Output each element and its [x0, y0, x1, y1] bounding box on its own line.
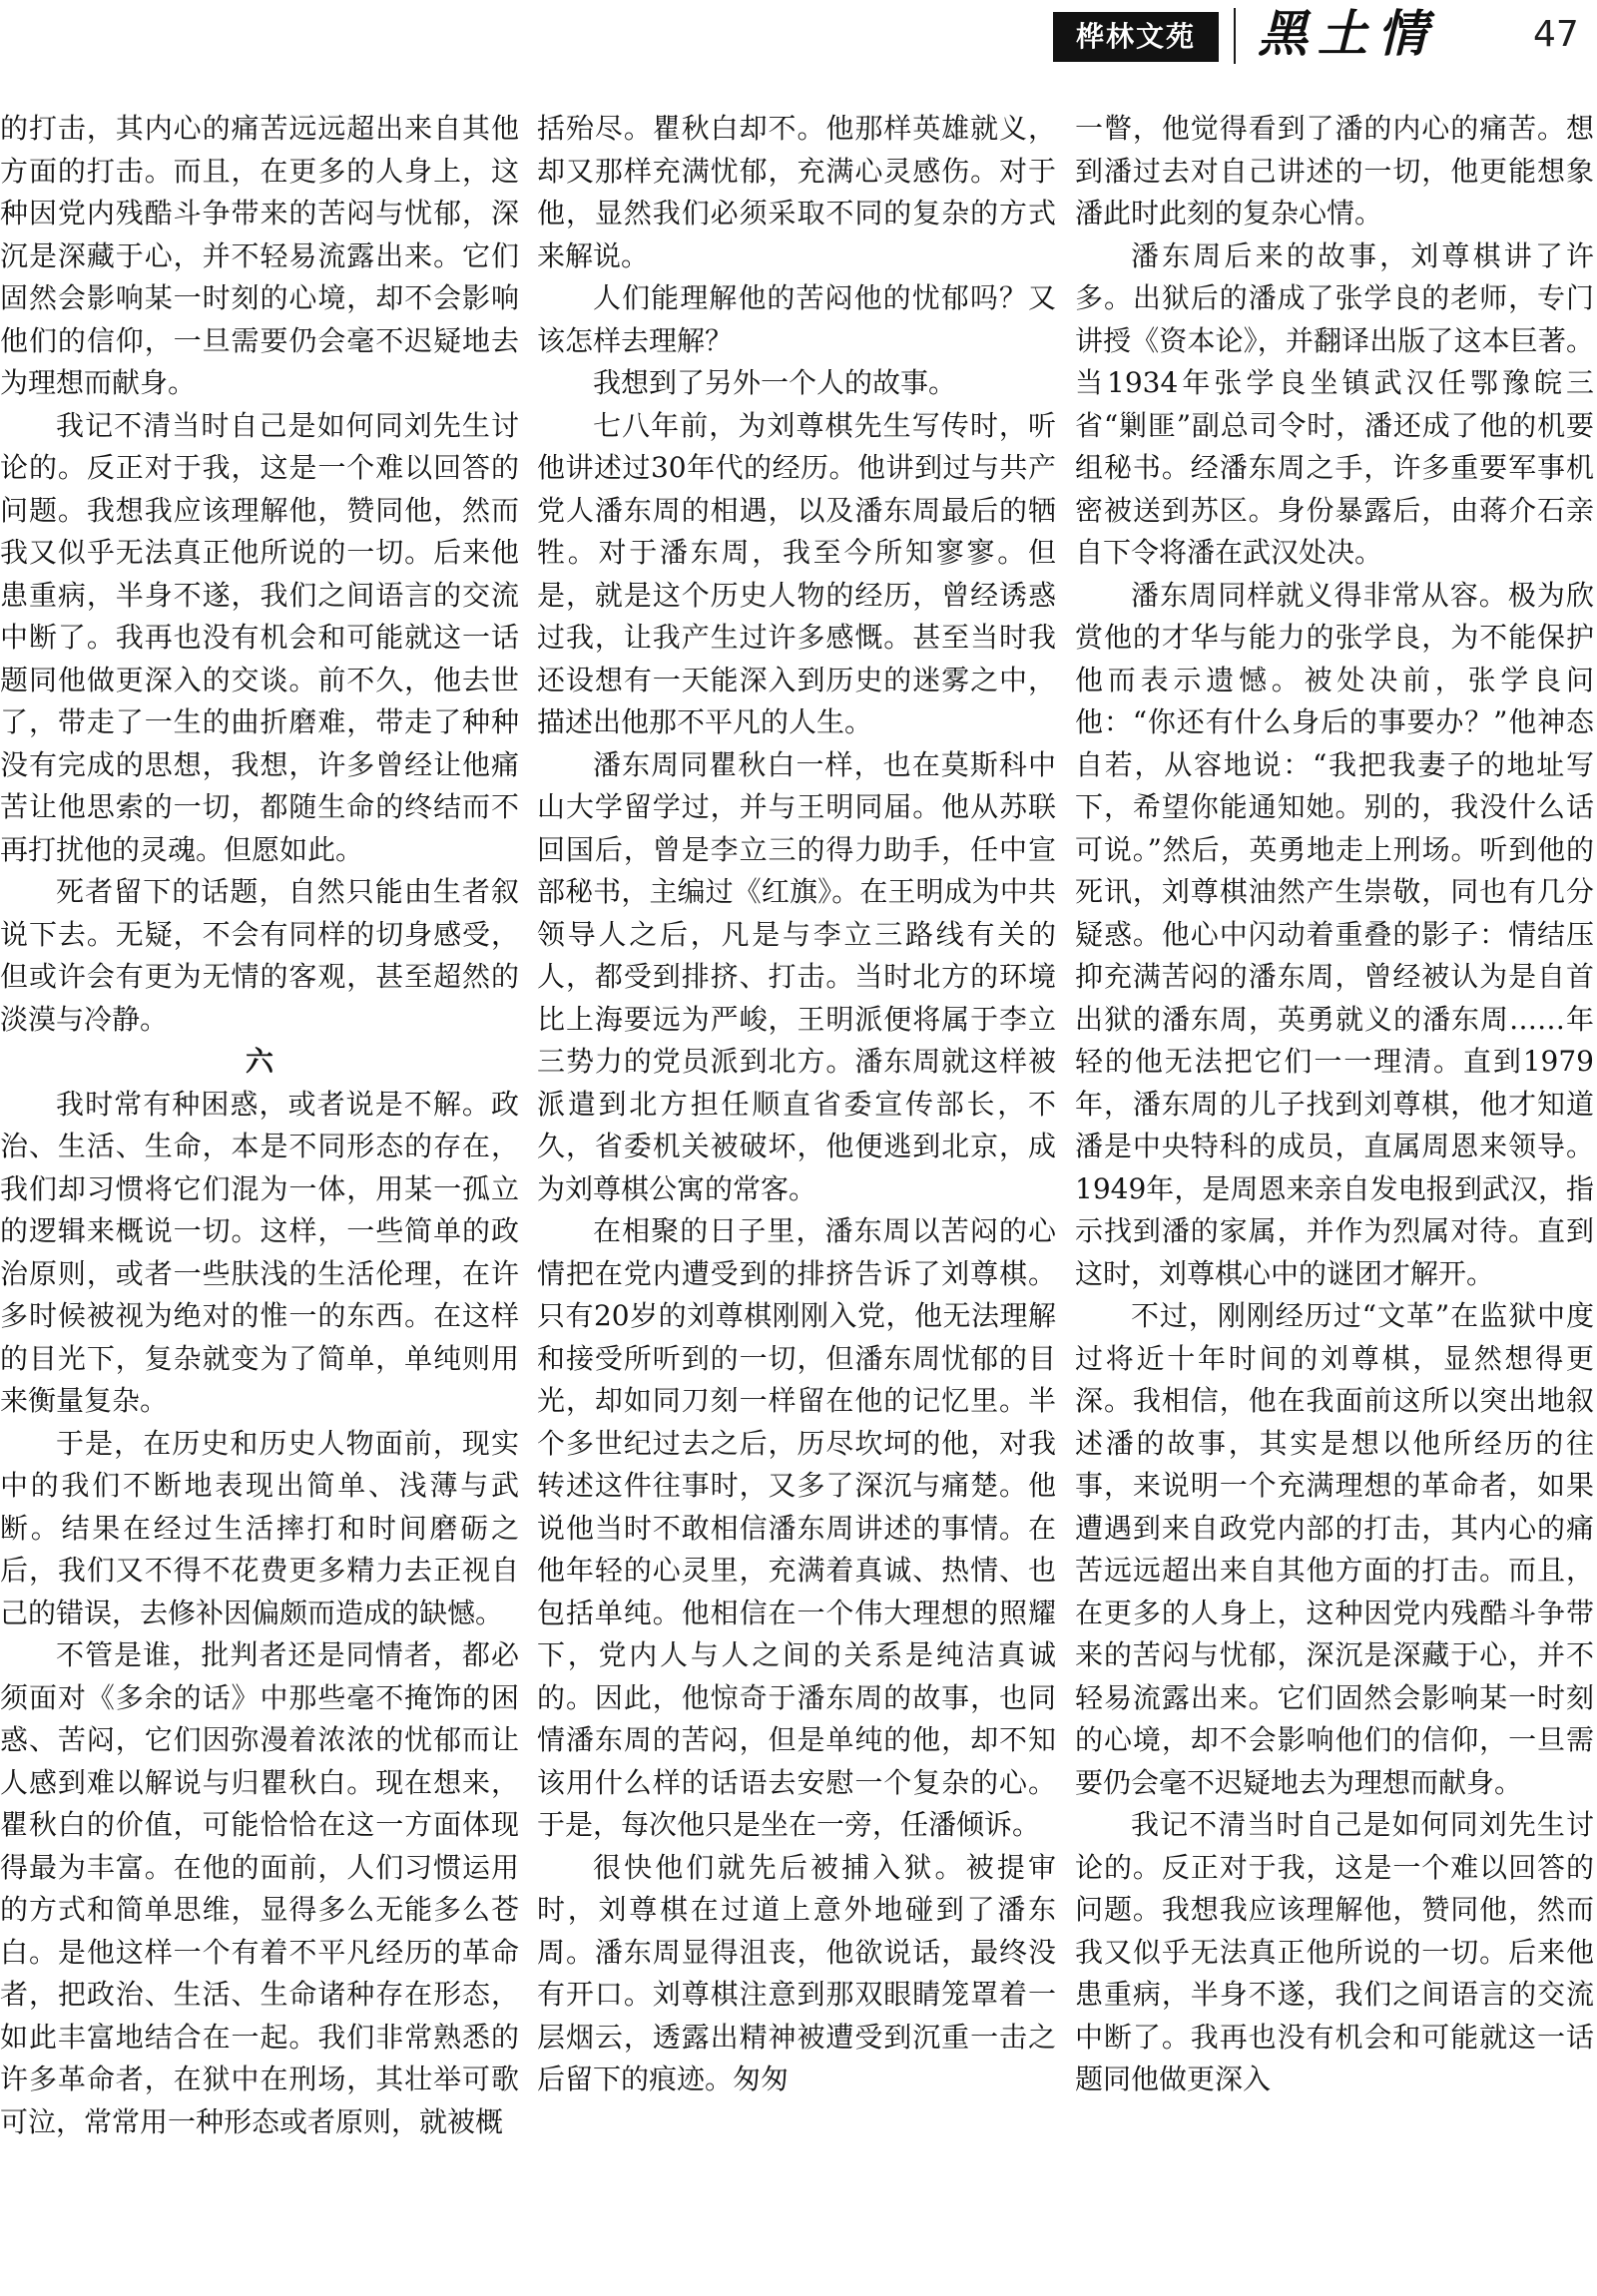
text-column-2: [537, 108, 1056, 2296]
paragraph: 潘东周同样就义得非常从容。极为欣赏他的才华与能力的张学良，为不能保护他而表示遗憾。被处决前，张学良问他：“你还有什么身后的事要办？”他神态自若，从容地说：“我把我妻子的地址写下，希望你能通知她。别的，我没什么话可说。”然后，英勇地走上刑场。听到他的死讯，刘尊棋油然产生崇敬，同也有几分疑惑。他心中闪动着重叠的影子：情结压抑充满苦闷的潘东周，曾经被认为是自首出狱的潘东周，英勇就义的潘东周……年轻的他无法把它们一一理清。直到1979年，潘东周的儿子找到刘尊棋，他才知道潘是中央特科的成员，直属周恩来领导。1949年，是周恩来亲自发电报到武汉，指示找到潘的家属，并作为烈属对待。直到这时，刘尊棋心中的谜团才解开。: [1075, 578, 1594, 1290]
paragraph: 我记不清当时自己是如何同刘先生讨论的。反正对于我，这是一个难以回答的问题。我想我应该理解他，赞同他，然而我又似乎无法真正他所说的一切。后来他患重病，半身不遂，我们之间语言的交流中断了。我再也没有机会和可能就这一话题同他做更深入的交谈。前不久，他去世了，带走了一生的曲折磨难，带走了种种没有完成的思想，我想，许多曾经让他痛苦让他思索的一切，都随生命的终结而不再打扰他的灵魂。但愿如此。: [0, 408, 519, 866]
paragraph: 死者留下的话题，自然只能由生者叙说下去。无疑，不会有同样的切身感受，但或许会有更为无情的客观，甚至超然的淡漠与冷静。: [0, 875, 519, 1036]
header-divider: [1234, 8, 1236, 64]
section-heading: 六: [245, 1045, 273, 1078]
paragraph: 一瞥，他觉得看到了潘的内心的痛苦。想到潘过去对自己讲述的一切，他更能想象潘此时此刻的复杂心情。: [1075, 112, 1594, 230]
paragraph: 人们能理解他的苦闷他的忧郁吗？又该怎样去理解？: [537, 281, 1056, 357]
paragraph: 很快他们就先后被捕入狱。被提审时，刘尊棋在过道上意外地碰到了潘东周。潘东周显得沮丧，他欲说话，最终没有开口。刘尊棋注意到那双眼睛笼罩着一层烟云，透露出精神被遭受到沉重一击之后留下的痕迹。匆匆: [537, 1850, 1056, 2095]
paragraph: 我记不清当时自己是如何同刘先生讨论的。反正对于我，这是一个难以回答的问题。我想我应该理解他，赞同他，然而我又似乎无法真正他所说的一切。后来他患重病，半身不遂，我们之间语言的交流中断了。我再也没有机会和可能就这一话题同他做更深入: [1075, 1808, 1594, 2095]
paragraph: 我想到了另外一个人的故事。: [593, 366, 957, 399]
paragraph: 七八年前，为刘尊棋先生写传时，听他讲述过30年代的经历。他讲到过与共产党人潘东周的相遇，以及潘东周最后的牺牲。对于潘东周，我至今所知寥寥。但是，就是这个历史人物的经历，曾经诱惑过我，让我产生过许多感慨。甚至当时我还设想有一天能深入到历史的迷雾之中，描述出他那不平凡的人生。: [537, 408, 1056, 738]
paragraph: 的打击，其内心的痛苦远远超出来自其他方面的打击。而且，在更多的人身上，这种因党内残酷斗争带来的苦闷与忧郁，深沉是深藏于心，并不轻易流露出来。它们固然会影响某一时刻的心境，却不会影响他们的信仰，一旦需要仍会毫不迟疑地去为理想而献身。: [0, 112, 519, 399]
paragraph: 括殆尽。瞿秋白却不。他那样英雄就义，却又那样充满忧郁，充满心灵感伤。对于他，显然我们必须采取不同的复杂的方式来解说。: [537, 112, 1056, 272]
section-tag: 桦林文苑: [1053, 12, 1219, 62]
text-column-3: [1075, 108, 1594, 2296]
paragraph: 潘东周同瞿秋白一样，也在莫斯科中山大学留学过，并与王明同届。他从苏联回国后，曾是李立三的得力助手，任中宣部秘书，主编过《红旗》。在王明成为中共领导人之后，凡是与李立三路线有关的人，都受到排挤、打击。当时北方的环境比上海要远为严峻，王明派便将属于李立三势力的党员派到北方。潘东周就这样被派遣到北方担任顺直省委宣传部长，不久，省委机关被破坏，他便逃到北京，成为刘尊棋公寓的常客。: [537, 747, 1056, 1205]
text-column-1: [0, 108, 519, 2296]
page-header: [0, 0, 1597, 66]
paragraph: 我时常有种困惑，或者说是不解。政治、生活、生命，本是不同形态的存在，我们却习惯将它们混为一体，用某一孤立的逻辑来概说一切。这样，一些简单的政治原则，或者一些肤浅的生活伦理，在许多时候被视为绝对的惟一的东西。在这样的目光下，复杂就变为了简单，单纯则用来衡量复杂。: [0, 1087, 519, 1417]
magazine-logo: 黑土情: [1258, 4, 1437, 63]
paragraph: 于是，在历史和历史人物面前，现实中的我们不断地表现出简单、浅薄与武断。结果在经过生活摔打和时间磨砺之后，我们又不得不花费更多精力去正视自己的错误，去修补因偏颇而造成的缺憾。: [0, 1426, 519, 1629]
paragraph: 潘东周后来的故事，刘尊棋讲了许多。出狱后的潘成了张学良的老师，专门讲授《资本论》，并翻译出版了这本巨著。当1934年张学良坐镇武汉任鄂豫皖三省“剿匪”副总司令时，潘还成了他的机要组秘书。经潘东周之手，许多重要军事机密被送到苏区。身份暴露后，由蒋介石亲自下令将潘在武汉处决。: [1075, 238, 1594, 569]
page-number: 47: [1533, 14, 1579, 55]
paragraph: 不过，刚刚经历过“文革”在监狱中度过将近十年时间的刘尊棋，显然想得更深。我相信，他在我面前这所以突出地叙述潘的故事，其实是想以他所经历的往事，来说明一个充满理想的革命者，如果遭遇到来自政党内部的打击，其内心的痛苦远远超出来自其他方面的打击。而且，在更多的人身上，这种因党内残酷斗争带来的苦闷与忧郁，深沉是深藏于心，并不轻易流露出来。它们固然会影响某一时刻的心境，却不会影响他们的信仰，一旦需要仍会毫不迟疑地去为理想而献身。: [1075, 1299, 1594, 1799]
paragraph: 在相聚的日子里，潘东周以苦闷的心情把在党内遭受到的排挤告诉了刘尊棋。只有20岁的刘尊棋刚刚入党，他无法理解和接受所听到的一切，但潘东周忧郁的目光，却如同刀刻一样留在他的记忆里。半个多世纪过去之后，历尽坎坷的他，对我转述这件往事时，又多了深沉与痛楚。他说他当时不敢相信潘东周讲述的事情。在他年轻的心灵里，充满着真诚、热情、也包括单纯。他相信在一个伟大理想的照耀下，党内人与人之间的关系是纯洁真诚的。因此，他惊奇于潘东周的故事，也同情潘东周的苦闷，但是单纯的他，却不知该用什么样的话语去安慰一个复杂的心。于是，每次他只是坐在一旁，任潘倾诉。: [537, 1214, 1056, 1841]
paragraph: 不管是谁，批判者还是同情者，都必须面对《多余的话》中那些毫不掩饰的困惑、苦闷，它们因弥漫着浓浓的忧郁而让人感到难以解说与归瞿秋白。现在想来，瞿秋白的价值，可能恰恰在这一方面体现得最为丰富。在他的面前，人们习惯运用的方式和简单思维，显得多么无能多么苍白。是他这样一个有着不平凡经历的革命者，把政治、生活、生命诸种存在形态，如此丰富地结合在一起。我们非常熟悉的许多革命者，在狱中在刑场，其壮举可歌可泣，常常用一种形态或者原则，就被概: [0, 1638, 519, 2138]
